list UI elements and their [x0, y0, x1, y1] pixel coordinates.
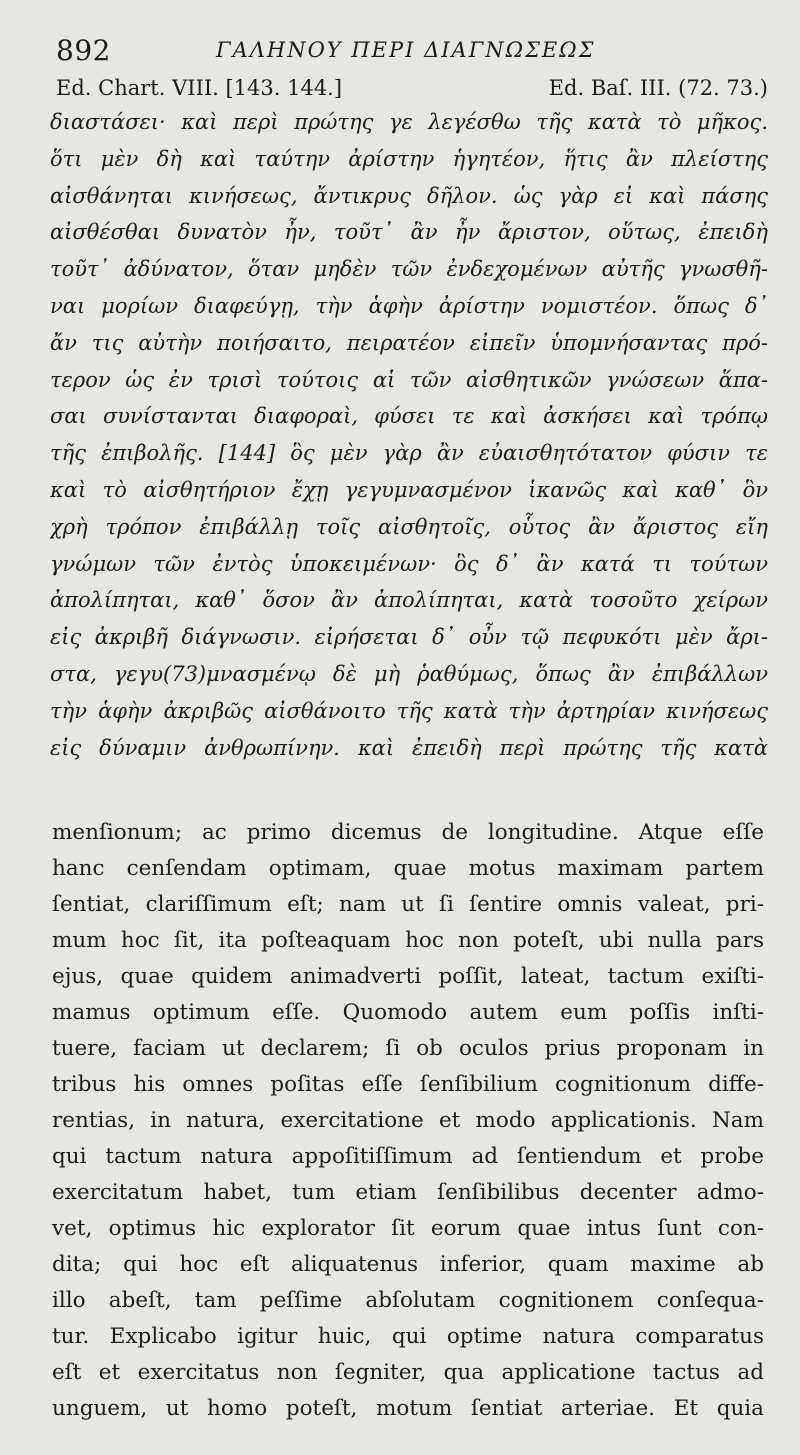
latin-line: menſionum; ac primo dicemus de longitudine. Atque eſſe: [52, 820, 764, 845]
greek-line: εἰς ἀκριβῆ διάγνωσιν. εἰρήσεται δ᾽ οὖν τῷ πεφυκότι μὲν ἄρι-: [50, 625, 768, 650]
latin-line: tuere, faciam ut declarem; ſi ob oculos prius proponam in: [52, 1036, 764, 1061]
greek-line: τὴν ἁφὴν ἀκριβῶς αἰσθάνοιτο τῆς κατὰ τὴν ἀρτηρίαν κινήσεως: [50, 698, 768, 723]
greek-line: τοῦτ᾽ ἀδύνατον, ὅταν μηδὲν τῶν ἐνδεχομένων αὐτῆς γνωσθῆ-: [50, 257, 768, 282]
latin-line: exercitatum habet, tum etiam ſenſibilibus decenter admo-: [52, 1180, 764, 1205]
running-head: [56, 34, 760, 68]
latin-line: ejus, quae quidem animadverti poſſit, lateat, tactum exiſti-: [52, 964, 764, 989]
greek-line: χρὴ τρόπον ἐπιβάλλῃ τοῖς αἰσθητοῖς, οὗτος ἂν ἄριστος εἴη: [50, 514, 768, 539]
greek-line: αἰσθάνηται κινήσεως, ἄντικρυς δῆλον. ὡς γὰρ εἰ καὶ πάσης: [50, 183, 768, 208]
latin-line: tribus his omnes poſitas eſſe ſenſibilium cognitionum diffe-: [52, 1072, 764, 1097]
latin-line: tur. Explicabo igitur huic, qui optime natura comparatus: [52, 1324, 764, 1349]
latin-line: rentias, in natura, exercitatione et modo applicationis. Nam: [52, 1108, 764, 1133]
greek-line: διαστάσει· καὶ περὶ πρώτης γε λεγέσθω τῆς κατὰ τὸ μῆκος.: [50, 110, 768, 134]
edition-basel: Ed. Baſ. III. (72. 73.): [548, 76, 768, 100]
page-number: 892: [56, 34, 111, 67]
latin-line: mamus optimum eſſe. Quomodo autem eum poſſis inſti-: [52, 1000, 764, 1025]
greek-line: εἰς δύναμιν ἀνθρωπίνην. καὶ ἐπειδὴ περὶ πρώτης τῆς κατὰ: [50, 735, 768, 760]
greek-line: γνώμων τῶν ἐντὸς ὑποκειμένων· ὃς δ᾽ ἂν κατά τι τούτων: [50, 551, 768, 576]
greek-line: ὅτι μὲν δὴ καὶ ταύτην ἀρίστην ἡγητέον, ἥτις ἂν πλείστης: [50, 146, 768, 171]
greek-line: ναι μορίων διαφεύγῃ, τὴν ἁφὴν ἀρίστην νομιστέον. ὅπως δ᾽: [50, 293, 768, 318]
latin-text-block: [52, 815, 764, 1427]
greek-text-block: [50, 104, 768, 766]
greek-line: καὶ τὸ αἰσθητήριον ἔχῃ γεγυμνασμένον ἱκανῶς καὶ καθ᾽ ὃν: [50, 477, 768, 502]
latin-line: dita; qui hoc eſt aliquatenus inferior, quam maxime ab: [52, 1252, 764, 1277]
running-title: ΓΑΛΗΝΟΥ ΠΕΡΙ ΔΙΑΓΝΩΣΕΩΣ: [216, 38, 596, 62]
latin-line: mum hoc ſit, ita poſteaquam hoc non poteſt, ubi nulla pars: [52, 928, 764, 953]
edition-references: [56, 76, 768, 106]
latin-line: qui tactum natura appoſitiſſimum ad ſentiendum et probe: [52, 1144, 764, 1169]
greek-line: τῆς ἐπιβολῆς. [144] ὃς μὲν γὰρ ἂν εὐαισθητότατον φύσιν τε: [50, 441, 768, 466]
greek-line: ἄν τις αὐτὴν ποιήσαιτο, πειρατέον εἰπεῖν ὑπομνήσαντας πρό-: [50, 330, 768, 355]
greek-line: σαι συνίστανται διαφοραὶ, φύσει τε καὶ ἀσκήσει καὶ τρόπῳ: [50, 404, 768, 429]
latin-line: unguem, ut homo poteſt, motum ſentiat arteriae. Et quia: [52, 1396, 764, 1421]
greek-line: στα, γεγυ(73)μνασμένῳ δὲ μὴ ῥαθύμως, ὅπως ἂν ἐπιβάλλων: [50, 661, 768, 686]
latin-line: vet, optimus hic explorator ſit eorum quae intus ſunt con-: [52, 1216, 764, 1241]
latin-line: hanc cenſendam optimam, quae motus maximam partem: [52, 856, 764, 881]
greek-line: ἀπολίπηται, καθ᾽ ὅσον ἂν ἀπολίπηται, κατὰ τοσοῦτο χείρων: [50, 588, 768, 613]
greek-line: αἰσθέσθαι δυνατὸν ἦν, τοῦτ᾽ ἂν ἦν ἄριστον, οὕτως, ἐπειδὴ: [50, 220, 768, 245]
edition-chartier: Ed. Chart. VIII. [143. 144.]: [56, 76, 343, 100]
latin-line: ſentiat, clariſſimum eſt; nam ut ſi ſentire omnis valeat, pri-: [52, 892, 764, 917]
latin-line: eſt et exercitatus non ſegniter, qua applicatione tactus ad: [52, 1360, 764, 1385]
latin-line: illo abeſt, tam peſſime abſolutam cognitionem conſequa-: [52, 1288, 764, 1313]
greek-line: τερον ὡς ἐν τρισὶ τούτοις αἱ τῶν αἰσθητικῶν γνώσεων ἅπα-: [50, 367, 768, 392]
